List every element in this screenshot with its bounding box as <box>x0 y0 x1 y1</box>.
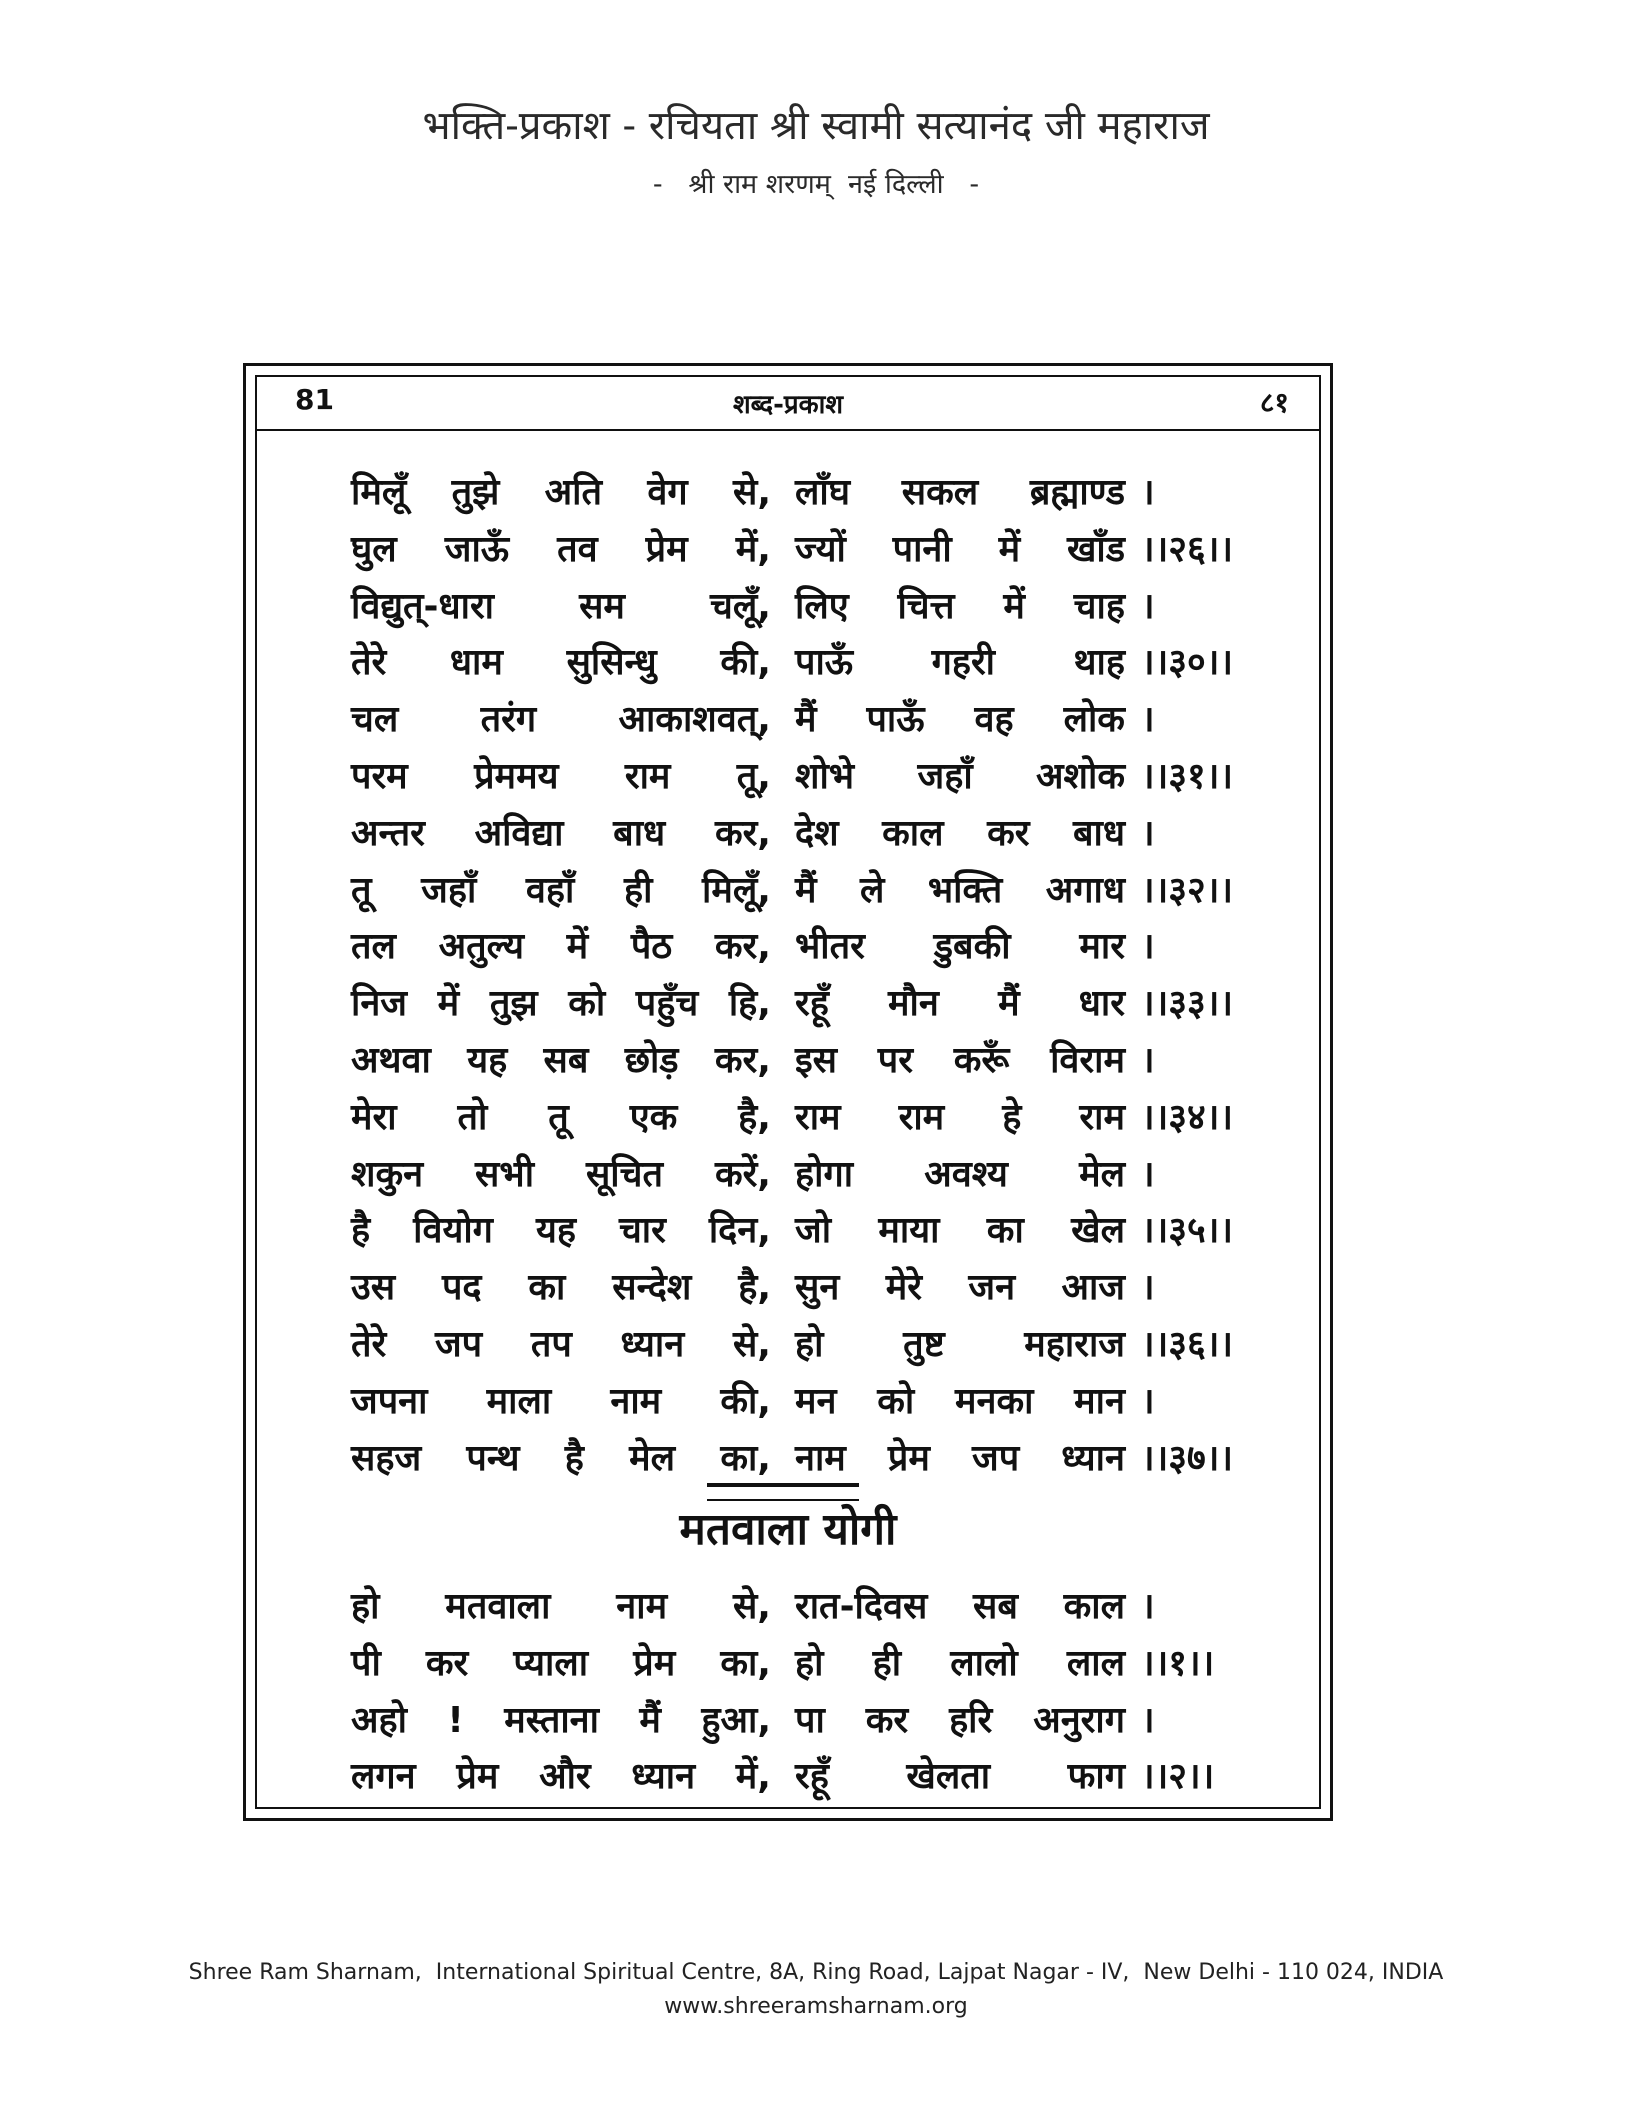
verse-word: तो <box>457 1096 488 1138</box>
verse-first-half <box>351 1147 771 1203</box>
verse-word: है <box>564 1437 584 1479</box>
document-header-subtitle: - श्री राम शरणम् नई दिल्ली - <box>652 169 980 200</box>
verse-word: तल <box>351 926 396 968</box>
verse-word: मान <box>1074 1380 1125 1422</box>
verse-word: काल <box>1063 1586 1125 1627</box>
verse-word: चाह <box>1073 585 1125 627</box>
verse-word: एक <box>629 1096 678 1138</box>
verse-second-half <box>795 976 1125 1032</box>
verse-first-half <box>351 1374 771 1430</box>
page-number-arabic: 81 <box>295 383 334 416</box>
verse-line <box>351 522 1276 579</box>
verse-word: धार <box>1078 983 1125 1025</box>
verse-word: प्रेम <box>887 1437 930 1479</box>
verse-word: है, <box>738 1096 771 1138</box>
verse-word: तरंग <box>480 699 537 741</box>
verse-line <box>351 806 1276 863</box>
verse-word: पैठ <box>630 926 673 968</box>
verse-word: लिए <box>795 585 849 627</box>
verse-word: से, <box>732 1323 771 1365</box>
verse-second-half <box>795 1431 1125 1487</box>
verse-number-mark: ।।२।। <box>1141 1756 1215 1798</box>
verse-first-half <box>351 579 771 635</box>
verse-line <box>351 1749 1276 1806</box>
verse-number-mark: । <box>1141 1586 1155 1627</box>
verse-word: भीतर <box>795 926 865 968</box>
verse-word: अगाध <box>1045 869 1125 911</box>
verse-line <box>351 1203 1276 1260</box>
verse-word: खेल <box>1071 1210 1125 1252</box>
verse-first-half <box>351 863 771 919</box>
verse-word: कर, <box>714 926 771 968</box>
verse-word: थाह <box>1073 642 1125 684</box>
verse-word: नाम <box>610 1380 662 1422</box>
verse-second-half <box>795 1636 1125 1692</box>
verse-list-matwala-yogi <box>351 1579 1276 1806</box>
verse-word: वेग <box>647 472 688 513</box>
verse-word: राम <box>1079 1096 1125 1138</box>
verse-word: प्रेममय <box>474 755 559 797</box>
verse-word: कर <box>865 1699 909 1741</box>
verse-word: अवश्य <box>924 1153 1008 1195</box>
verse-word: में <box>437 983 460 1025</box>
verse-second-half <box>795 806 1125 862</box>
verse-line <box>351 692 1276 749</box>
verse-word: तू <box>548 1096 569 1138</box>
verse-word: सम <box>579 585 625 627</box>
verse-number-mark: ।।३२।। <box>1141 869 1234 911</box>
verse-word: भक्ति <box>927 869 1003 911</box>
verse-word: का, <box>720 1437 771 1479</box>
verse-second-half <box>795 692 1125 748</box>
verse-word: आज <box>1061 1267 1125 1309</box>
verse-word: चार <box>618 1210 666 1252</box>
verse-line <box>351 1147 1276 1204</box>
verse-line <box>351 1090 1276 1147</box>
verse-word: अशोक <box>1036 755 1125 797</box>
verse-line <box>351 1579 1276 1636</box>
verse-word: को <box>877 1380 915 1422</box>
verse-word: में, <box>735 528 771 570</box>
verse-second-half <box>795 1203 1125 1259</box>
verse-word: नाम <box>795 1437 846 1479</box>
verse-first-half <box>351 1090 771 1146</box>
verse-word: करूँ <box>953 1039 1010 1081</box>
verse-word: से, <box>732 1586 771 1627</box>
verse-word: लाँघ <box>795 472 851 513</box>
verse-word: सूचित <box>585 1153 663 1195</box>
verse-word: मैं <box>795 869 817 911</box>
verse-word: धाम <box>449 642 503 684</box>
verse-word: को <box>568 983 606 1025</box>
verse-word: चित्त <box>897 585 955 627</box>
verse-line <box>351 1693 1276 1750</box>
verse-line <box>351 919 1276 976</box>
verse-first-half <box>351 1431 771 1487</box>
verse-word: मनका <box>954 1380 1034 1422</box>
verse-number-mark: ।।१।। <box>1141 1642 1215 1684</box>
verse-word: देश <box>795 812 839 854</box>
verse-line <box>351 1431 1276 1488</box>
verse-word: में <box>1003 585 1025 627</box>
verse-word: मेल <box>1079 1153 1125 1195</box>
verse-first-half <box>351 1636 771 1692</box>
verse-word: का, <box>720 1642 771 1684</box>
verse-word: मेल <box>629 1437 676 1479</box>
verse-word: पा <box>795 1699 825 1741</box>
verse-word: डुबकी <box>933 926 1011 968</box>
verse-number-mark: । <box>1141 1039 1155 1081</box>
verse-word: रात-दिवस <box>795 1586 928 1627</box>
verse-second-half <box>795 749 1125 805</box>
verse-word: सभी <box>475 1153 535 1195</box>
verse-word: पहुँच <box>635 983 699 1025</box>
verse-word: पद <box>441 1267 482 1309</box>
verse-word: सुसिन्धु <box>566 642 657 684</box>
verse-word: ! <box>447 1699 464 1741</box>
verse-number-mark: । <box>1141 812 1155 854</box>
verse-word: तव <box>557 528 598 570</box>
verse-word: ध्यान <box>620 1323 685 1365</box>
verse-word: तेरे <box>351 642 387 684</box>
verse-word: रहूँ <box>795 1756 829 1798</box>
verse-number-mark: ।।३६।। <box>1141 1323 1234 1365</box>
verse-number-mark: । <box>1141 472 1155 513</box>
verse-word: से, <box>732 472 771 513</box>
verse-first-half <box>351 749 771 805</box>
verse-word: अतुल्य <box>438 926 524 968</box>
verse-word: मैं <box>795 699 817 741</box>
verse-word: तप <box>530 1323 572 1365</box>
verse-word: छोड़ <box>624 1039 679 1081</box>
verse-number-mark: । <box>1141 699 1155 741</box>
verse-word: कर, <box>714 1039 771 1081</box>
verse-word: कर <box>987 812 1030 854</box>
document-header-title: भक्ति-प्रकाश - रचियता श्री स्वामी सत्यानंद जी महाराज <box>422 103 1210 149</box>
verse-line <box>351 1260 1276 1317</box>
verse-word: मौन <box>888 983 939 1025</box>
verse-word: हे <box>1002 1096 1022 1138</box>
verse-word: चल <box>351 699 399 741</box>
verse-number-mark: ।।३५।। <box>1141 1210 1234 1252</box>
verse-line <box>351 1636 1276 1693</box>
verse-word: जहाँ <box>421 869 477 911</box>
verse-word: घुल <box>351 528 397 570</box>
verse-word: लगन <box>351 1756 416 1798</box>
verse-line <box>351 1033 1276 1090</box>
verse-second-half <box>795 522 1125 578</box>
verse-word: हो <box>795 1323 824 1365</box>
verse-first-half <box>351 1203 771 1259</box>
verse-word: सुन <box>795 1267 840 1309</box>
verse-word: का <box>528 1267 566 1309</box>
verse-word: मन <box>795 1380 837 1422</box>
verse-line <box>351 1317 1276 1374</box>
verse-word: यह <box>535 1210 576 1252</box>
verse-word: यह <box>467 1039 508 1081</box>
verse-word: ही <box>872 1642 902 1684</box>
verse-word: पाऊँ <box>795 642 854 684</box>
verse-number-mark: । <box>1141 926 1155 968</box>
verse-word: पन्थ <box>466 1437 520 1479</box>
verse-word: फाग <box>1067 1756 1125 1798</box>
verse-word: मिलूँ <box>351 472 407 513</box>
verse-word: अथवा <box>351 1039 431 1081</box>
verse-word: होगा <box>795 1153 854 1195</box>
verse-word: रहूँ <box>795 983 829 1025</box>
verse-number-mark: ।।३१।। <box>1141 755 1234 797</box>
verse-word: जहाँ <box>917 755 973 797</box>
verse-first-half <box>351 1693 771 1749</box>
verse-word: खाँड <box>1066 528 1125 570</box>
verse-word: सन्देश <box>612 1267 692 1309</box>
verse-word: पाऊँ <box>866 699 925 741</box>
verse-second-half <box>795 1033 1125 1089</box>
verse-word: सब <box>973 1586 1018 1627</box>
verse-word: नाम <box>616 1586 668 1627</box>
verse-word: आकाशवत्, <box>618 699 771 741</box>
verse-number-mark: ।।३०।। <box>1141 642 1234 684</box>
footer-website: www.shreeramsharnam.org <box>664 1994 968 2019</box>
verse-word: राम <box>624 755 671 797</box>
verse-second-half <box>795 579 1125 635</box>
verse-word: जप <box>972 1437 1020 1479</box>
verse-word: दिन, <box>708 1210 771 1252</box>
verse-word: मेरा <box>351 1096 397 1138</box>
page-number-devanagari: ८१ <box>1259 386 1289 419</box>
verse-word: अति <box>544 472 603 513</box>
verse-word: विराम <box>1050 1039 1125 1081</box>
verse-second-half <box>795 1693 1125 1749</box>
verse-word: ब्रह्माण्ड <box>1029 472 1125 513</box>
verse-word: जपना <box>351 1380 428 1422</box>
verse-second-half <box>795 1260 1125 1316</box>
verse-word: मतवाला <box>445 1586 551 1627</box>
verse-word: ध्यान <box>631 1756 696 1798</box>
verse-word: तुष्ट <box>903 1323 945 1365</box>
verse-second-half <box>795 1147 1125 1203</box>
verse-number-mark: । <box>1141 1267 1155 1309</box>
verse-number-mark: ।।२६।। <box>1141 528 1234 570</box>
verse-word: मिलूँ, <box>702 869 771 911</box>
verse-word: निज <box>351 983 408 1025</box>
page-frame <box>243 363 1333 1821</box>
verse-word: हि, <box>728 983 771 1025</box>
verse-word: अनुराग <box>1033 1699 1125 1741</box>
verse-word: अहो <box>351 1699 407 1741</box>
verse-word: पानी <box>892 528 952 570</box>
verse-word: ध्यान <box>1061 1437 1125 1479</box>
verse-first-half <box>351 1749 771 1805</box>
verse-line <box>351 863 1276 920</box>
verse-word: गहरी <box>931 642 996 684</box>
verse-word: तुझे <box>451 472 500 513</box>
verse-first-half <box>351 465 771 521</box>
verse-word: बाध <box>613 812 666 854</box>
verse-word: राम <box>898 1096 945 1138</box>
verse-line <box>351 579 1276 636</box>
verse-word: महाराज <box>1024 1323 1125 1365</box>
verse-word: इस <box>795 1039 838 1081</box>
verse-word: है <box>351 1210 371 1252</box>
verse-word: वह <box>974 699 1014 741</box>
verse-second-half <box>795 863 1125 919</box>
footer-address: Shree Ram Sharnam, International Spiritual Centre, 8A, Ring Road, Lajpat Nagar - IV, New Delhi - 110 024, INDIA <box>188 1960 1444 1985</box>
verse-word: बाध <box>1072 812 1125 854</box>
verse-word: करें, <box>714 1153 771 1195</box>
verse-word: वियोग <box>413 1210 493 1252</box>
verse-second-half <box>795 465 1125 521</box>
verse-second-half <box>795 635 1125 691</box>
verse-first-half <box>351 806 771 862</box>
verse-line <box>351 465 1276 522</box>
verse-word: काल <box>882 812 944 854</box>
verse-word: शकुन <box>351 1153 424 1195</box>
verse-word: की, <box>720 642 771 684</box>
verse-word: तुझ <box>489 983 538 1025</box>
verse-word: और <box>539 1756 591 1798</box>
verse-word: उस <box>351 1267 396 1309</box>
verse-word: प्रेम <box>456 1756 499 1798</box>
verse-second-half <box>795 1579 1125 1635</box>
verse-second-half <box>795 1374 1125 1430</box>
verse-first-half <box>351 1260 771 1316</box>
verse-word: प्रेम <box>645 528 688 570</box>
verse-word: जो <box>795 1210 832 1252</box>
verse-word: जाऊँ <box>444 528 510 570</box>
verse-line <box>351 635 1276 692</box>
verse-word: विद्युत्-धारा <box>351 585 494 627</box>
verse-word: अन्तर <box>351 812 425 854</box>
verse-number-mark: । <box>1141 1699 1155 1741</box>
verse-number-mark: ।।३४।। <box>1141 1096 1234 1138</box>
verse-word: की, <box>720 1380 771 1422</box>
verse-word: लाल <box>1066 1642 1125 1684</box>
verse-word: मेरे <box>885 1267 922 1309</box>
verse-word: पर <box>877 1039 913 1081</box>
verse-word: मार <box>1079 926 1125 968</box>
page-frame-inner <box>255 375 1321 1809</box>
verse-first-half <box>351 1317 771 1373</box>
verse-second-half <box>795 919 1125 975</box>
verse-word: में <box>566 926 589 968</box>
verse-number-mark: । <box>1141 585 1155 627</box>
verse-line <box>351 976 1276 1033</box>
verse-word: लोक <box>1063 699 1125 741</box>
page-running-header <box>257 377 1319 431</box>
verse-word: लालो <box>950 1642 1018 1684</box>
verse-number-mark: ।।३३।। <box>1141 983 1234 1025</box>
verse-number-mark: । <box>1141 1153 1155 1195</box>
verse-word: प्रेम <box>633 1642 676 1684</box>
verse-word: खेलता <box>906 1756 991 1798</box>
subsection-title: मतवाला योगी <box>679 1504 897 1555</box>
verse-word: सकल <box>901 472 979 513</box>
verse-word: कर, <box>714 812 771 854</box>
verse-word: सब <box>543 1039 589 1081</box>
section-title: शब्द-प्रकाश <box>732 390 844 420</box>
verse-word: पी <box>351 1642 381 1684</box>
verse-word: हरि <box>949 1699 993 1741</box>
verse-word: माया <box>878 1210 940 1252</box>
verse-list <box>351 465 1276 1487</box>
verse-number-mark: ।।३७।। <box>1141 1437 1234 1479</box>
verse-word: ले <box>859 869 885 911</box>
verse-line <box>351 749 1276 806</box>
verse-second-half <box>795 1317 1125 1373</box>
verse-first-half <box>351 919 771 975</box>
verse-word: चलूँ, <box>710 585 771 627</box>
verse-word: तू <box>351 869 372 911</box>
verse-word: में, <box>735 1756 771 1798</box>
verse-word: है, <box>738 1267 771 1309</box>
verse-word: सहज <box>351 1437 422 1479</box>
verse-first-half <box>351 1579 771 1635</box>
verse-word: हो <box>795 1642 824 1684</box>
verse-first-half <box>351 692 771 748</box>
verse-first-half <box>351 522 771 578</box>
verse-word: अविद्या <box>474 812 564 854</box>
verse-word: ज्यों <box>795 528 846 570</box>
verse-word: वहाँ <box>525 869 575 911</box>
verse-line <box>351 1374 1276 1431</box>
verse-number-mark: । <box>1141 1380 1155 1422</box>
verse-word: शोभे <box>795 755 855 797</box>
verse-word: मैं <box>998 983 1020 1025</box>
verse-word: परम <box>351 755 408 797</box>
verse-word: कर <box>425 1642 469 1684</box>
verse-word: तेरे <box>351 1323 387 1365</box>
verse-word: मैं <box>639 1699 661 1741</box>
verse-word: प्याला <box>513 1642 589 1684</box>
verse-second-half <box>795 1749 1125 1805</box>
verse-word: जप <box>434 1323 483 1365</box>
verse-word: ही <box>623 869 653 911</box>
verse-word: हुआ, <box>701 1699 771 1741</box>
verse-first-half <box>351 1033 771 1089</box>
verse-first-half <box>351 635 771 691</box>
verse-word: हो <box>351 1586 380 1627</box>
verse-word: का <box>986 1210 1024 1252</box>
verse-word: जन <box>968 1267 1016 1309</box>
verse-word: माला <box>486 1380 552 1422</box>
verse-second-half <box>795 1090 1125 1146</box>
verse-word: में <box>998 528 1021 570</box>
verse-word: मस्ताना <box>504 1699 599 1741</box>
verse-word: तू, <box>736 755 771 797</box>
verse-word: राम <box>795 1096 841 1138</box>
verse-first-half <box>351 976 771 1032</box>
